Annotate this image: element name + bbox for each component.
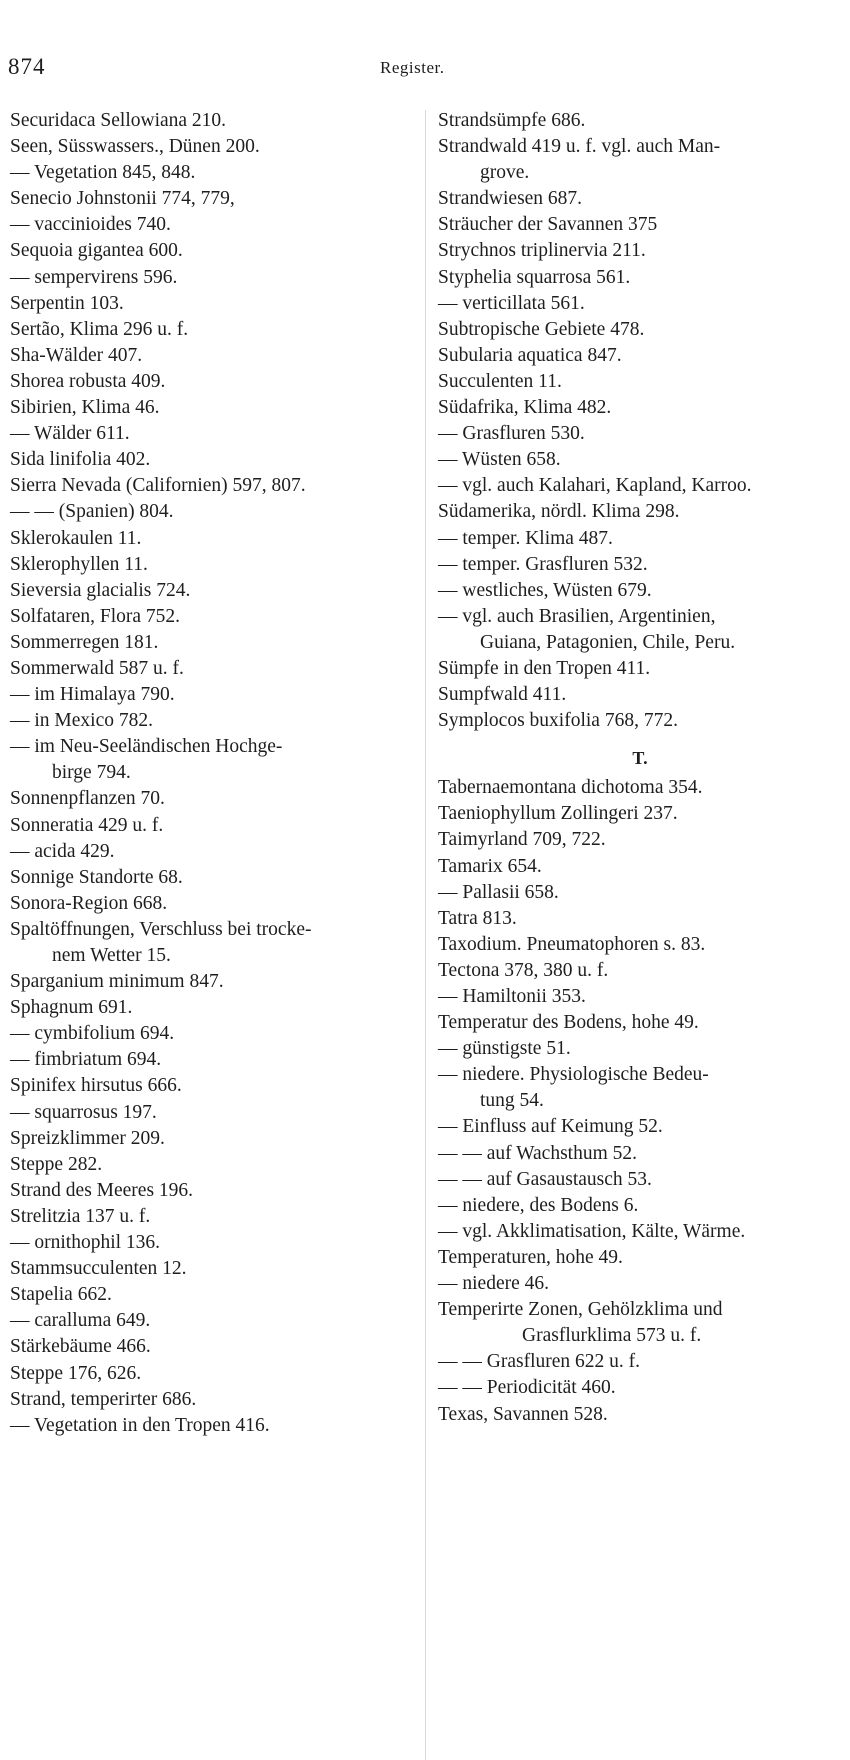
index-entry: — fimbriatum 694. [10, 1049, 162, 1071]
index-entry: Strandsümpfe 686. [438, 110, 586, 131]
index-entry: — verticillata 561. [438, 292, 585, 314]
index-entry: Strandwiesen 687. [438, 188, 583, 210]
index-entry: Shorea robusta 409. [10, 370, 166, 392]
index-entry: Strand des Meeres 196. [10, 1179, 194, 1201]
running-head: Register. [380, 58, 445, 77]
index-entry: Texas, Savannen 528. [438, 1403, 608, 1425]
index-entry: — Pallasii 658. [438, 881, 559, 903]
index-entry: Stapelia 662. [10, 1284, 112, 1306]
index-entry: Temperatur des Bodens, hohe 49. [438, 1012, 699, 1034]
index-entry: Steppe 176, 626. [10, 1362, 142, 1384]
index-entry: — Vegetation 845, 848. [10, 162, 196, 184]
index-entry: — im Neu-Seeländischen Hochge- [10, 736, 283, 758]
index-entry: Tatra 813. [438, 907, 517, 929]
index-entry: Stammsucculenten 12. [10, 1258, 187, 1280]
index-entry: Sibirien, Klima 46. [10, 397, 160, 419]
index-entry: — im Himalaya 790. [10, 684, 175, 706]
index-entry: Sieversia glacialis 724. [10, 579, 191, 601]
index-entry: Senecio Johnstonii 774, 779, [10, 188, 235, 210]
index-entry: — squarrosus 197. [10, 1101, 157, 1123]
index-entry: Sida linifolia 402. [10, 449, 151, 471]
index-entry: Subularia aquatica 847. [438, 344, 622, 366]
index-entry: Steppe 282. [10, 1153, 103, 1175]
index-entry: — Grasfluren 530. [438, 423, 585, 445]
index-entry: — — Periodicität 460. [438, 1377, 616, 1399]
index-entry: — Hamiltonii 353. [438, 986, 586, 1007]
index-entry: Taeniophyllum Zollingeri 237. [438, 803, 678, 825]
index-entry-continuation: birge 794. [52, 762, 131, 784]
index-entry: — günstigste 51. [438, 1038, 571, 1060]
index-entry: Tabernaemontana dichotoma 354. [438, 777, 703, 799]
right-column [438, 108, 842, 1428]
index-entry: Sommerwald 587 u. f. [10, 657, 184, 679]
index-entry: — niedere 46. [438, 1273, 550, 1295]
index-entry: Tamarix 654. [438, 855, 542, 877]
index-entry: — temper. Klima 487. [438, 527, 613, 549]
index-entry: Serpentin 103. [10, 292, 124, 314]
index-entry: Sonneratia 429 u. f. [10, 814, 164, 836]
index-entry: — sempervirens 596. [10, 266, 178, 288]
index-entry: Sphagnum 691. [10, 997, 133, 1019]
section-letter-heading: T. [632, 748, 648, 769]
index-entry: — vaccinioides 740. [10, 214, 171, 236]
index-entry: — Vegetation in den Tropen 416. [10, 1414, 270, 1436]
page-number: 874 [8, 54, 46, 79]
index-entry: — cymbifolium 694. [10, 1023, 175, 1045]
index-entry: Sequoia gigantea 600. [10, 240, 183, 262]
index-entry: Styphelia squarrosa 561. [438, 266, 631, 288]
index-entry: Solfataren, Flora 752. [10, 605, 181, 627]
index-entry: — vgl. auch Kalahari, Kapland, Karroo. [438, 475, 752, 497]
index-entry: — acida 429. [10, 840, 115, 862]
index-entry: Sträucher der Savannen 375 [438, 214, 658, 236]
index-entry: Taxodium. Pneumatophoren s. 83. [438, 933, 706, 955]
index-entry: Strelitzia 137 u. f. [10, 1205, 151, 1227]
index-entry-continuation: nem Wetter 15. [52, 945, 171, 966]
index-entry: Securidaca Sellowiana 210. [10, 110, 227, 131]
index-entry-continuation: tung 54. [480, 1090, 544, 1112]
index-entry: Sierra Nevada (Californien) 597, 807. [10, 475, 306, 497]
index-entry: Sklerophyllen 11. [10, 553, 148, 575]
index-entry: Temperirte Zonen, Gehölzklima und [438, 1299, 723, 1321]
index-entry: Strand, temperirter 686. [10, 1388, 197, 1410]
index-entry-continuation: Guiana, Patagonien, Chile, Peru. [480, 631, 736, 653]
index-entry: — — auf Gasaustausch 53. [438, 1168, 652, 1190]
index-entry: — — Grasfluren 622 u. f. [438, 1351, 640, 1373]
index-entry: Sertão, Klima 296 u. f. [10, 318, 189, 340]
index-entry: — temper. Grasfluren 532. [438, 553, 648, 575]
index-entry: Stärkebäume 466. [10, 1336, 151, 1358]
index-entry-continuation: grove. [480, 162, 530, 184]
index-entry: — — (Spanien) 804. [10, 501, 174, 523]
index-entry: Strandwald 419 u. f. vgl. auch Man- [438, 136, 721, 158]
index-entry: — Wälder 611. [10, 423, 130, 445]
index-entry: Sonnige Standorte 68. [10, 866, 183, 888]
index-entry: — vgl. auch Brasilien, Argentinien, [438, 605, 716, 627]
index-entry: Südafrika, Klima 482. [438, 397, 612, 419]
index-entry: — — auf Wachsthum 52. [438, 1142, 637, 1164]
index-entry: Subtropische Gebiete 478. [438, 318, 645, 340]
index-entry: Sümpfe in den Tropen 411. [438, 657, 651, 679]
index-entry: Sklerokaulen 11. [10, 527, 142, 549]
index-entry: Sumpfwald 411. [438, 684, 567, 706]
left-column [10, 108, 410, 1439]
index-entry: Sommerregen 181. [10, 631, 159, 653]
index-entry: Strychnos triplinervia 211. [438, 240, 646, 262]
index-entry: Seen, Süsswassers., Dünen 200. [10, 136, 260, 158]
index-entry: Tectona 378, 380 u. f. [438, 959, 609, 981]
index-entry: — in Mexico 782. [10, 710, 153, 732]
index-entry: — ornithophil 136. [10, 1232, 161, 1254]
index-entry: — Wüsten 658. [438, 449, 561, 471]
index-entry: Taimyrland 709, 722. [438, 829, 606, 851]
index-entry: Südamerika, nördl. Klima 298. [438, 501, 680, 523]
index-entry: Sonora-Region 668. [10, 892, 168, 914]
index-entry-continuation: Grasflurklima 573 u. f. [522, 1325, 702, 1347]
index-entry: Sparganium minimum 847. [10, 971, 224, 993]
index-entry: Temperaturen, hohe 49. [438, 1246, 623, 1268]
index-entry: Sonnenpflanzen 70. [10, 788, 165, 810]
index-entry: — niedere, des Bodens 6. [438, 1194, 639, 1216]
column-divider [425, 110, 426, 1760]
index-entry: Succulenten 11. [438, 370, 562, 392]
index-entry: — Einfluss auf Keimung 52. [438, 1116, 663, 1138]
index-entry: Spaltöffnungen, Verschluss bei trocke- [10, 918, 312, 940]
index-entry: Sha-Wälder 407. [10, 344, 143, 366]
index-entry: Symplocos buxifolia 768, 772. [438, 710, 678, 732]
index-entry: — caralluma 649. [10, 1310, 151, 1332]
index-entry: — niedere. Physiologische Bedeu- [438, 1064, 709, 1086]
index-entry: Spinifex hirsutus 666. [10, 1075, 182, 1097]
index-entry: Spreizklimmer 209. [10, 1127, 165, 1149]
index-entry: — vgl. Akklimatisation, Kälte, Wärme. [438, 1220, 746, 1242]
index-entry: — westliches, Wüsten 679. [438, 579, 652, 601]
